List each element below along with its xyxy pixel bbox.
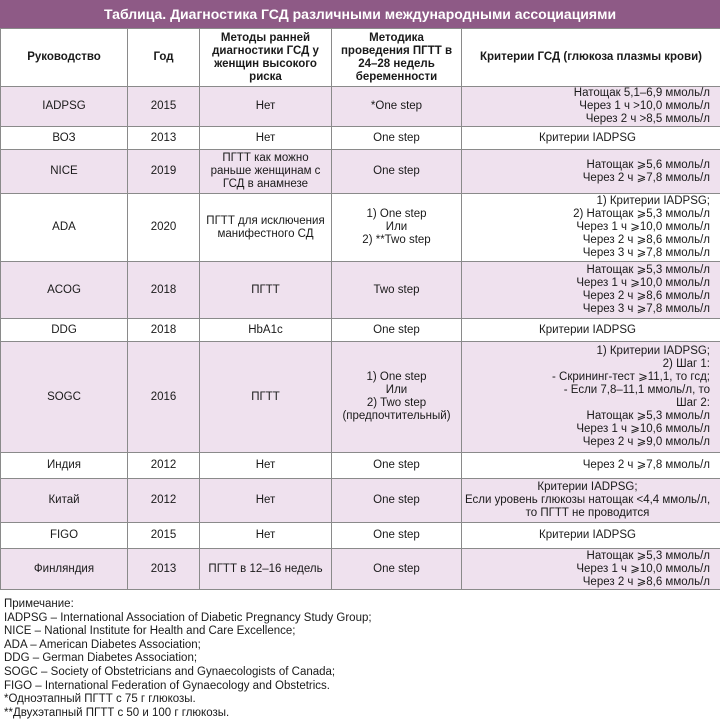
early-diagnostics-cell: ПГТТ для исключения манифестного СД (200, 194, 332, 262)
footnotes (4, 598, 716, 720)
ogtt-method-cell (332, 127, 462, 150)
ogtt-method-cell (332, 87, 462, 127)
year-cell: 2012 (128, 479, 200, 523)
header-row (1, 29, 720, 87)
table-row (1, 523, 720, 549)
year-cell: 2018 (128, 262, 200, 319)
guide-cell: NICE (1, 150, 128, 194)
table-row (1, 549, 720, 590)
ogtt-method-cell (332, 319, 462, 342)
guide-cell: Финляндия (1, 549, 128, 590)
table-row (1, 150, 720, 194)
table-row (1, 319, 720, 342)
method-line: 1) One step (366, 208, 427, 220)
early-diagnostics-cell: Нет (200, 479, 332, 523)
guide-cell: IADPSG (1, 87, 128, 127)
early-diagnostics-cell: Нет (200, 453, 332, 479)
year-cell: 2016 (128, 342, 200, 453)
guide-cell: ADA (1, 194, 128, 262)
criteria-cell (462, 127, 720, 150)
method-line: One step (373, 529, 420, 541)
criteria-line: Через 1 ч ⩾10,0 ммоль/л (576, 277, 710, 289)
footnote-line: FIGO – International Federation of Gynaecology and Obstetrics. (4, 679, 331, 692)
criteria-cell (462, 523, 720, 549)
ogtt-method-cell (332, 194, 462, 262)
gsd-diagnostics-table (0, 28, 720, 590)
early-diagnostics-cell: Нет (200, 127, 332, 150)
criteria-line: Если уровень глюкозы натощак <4,4 ммоль/л, (465, 494, 711, 506)
guide-cell: Индия (1, 453, 128, 479)
year-cell: 2020 (128, 194, 200, 262)
ogtt-method-cell (332, 342, 462, 453)
early-diagnostics-cell: Нет (200, 87, 332, 127)
criteria-line: Натощак 5,1–6,9 ммоль/л (573, 87, 710, 99)
guide-cell: ACOG (1, 262, 128, 319)
criteria-line: Через 1 ч ⩾10,6 ммоль/л (576, 423, 710, 435)
footnote-line: IADPSG – International Association of Diabetic Pregnancy Study Group; (4, 611, 372, 624)
method-line: One step (373, 494, 420, 506)
criteria-line: Через 2 ч ⩾8,6 ммоль/л (582, 575, 710, 588)
ogtt-method-cell (332, 523, 462, 549)
criteria-cell (462, 87, 720, 127)
method-line: Или (385, 384, 408, 396)
year-cell: 2015 (128, 523, 200, 549)
method-line: 2) Two step (366, 397, 427, 409)
criteria-line: то ПГТТ не проводится (525, 507, 650, 519)
criteria-line: Через 2 ч ⩾7,8 ммоль/л (582, 171, 710, 184)
early-diagnostics-cell: ПГТТ (200, 342, 332, 453)
footnote-line: ADA – American Diabetes Association; (4, 638, 201, 651)
guide-cell: FIGO (1, 523, 128, 549)
criteria-line: Натощак ⩾5,3 ммоль/л (586, 549, 710, 562)
criteria-line: 1) Критерии IADPSG; (596, 195, 710, 207)
early-diagnostics-cell: ПГТТ (200, 262, 332, 319)
criteria-line: Через 1 ч >10,0 ммоль/л (579, 100, 710, 112)
criteria-line: Через 3 ч ⩾7,8 ммоль/л (582, 247, 710, 259)
table-row (1, 194, 720, 262)
table-row (1, 453, 720, 479)
criteria-line: Шаг 2: (676, 397, 710, 409)
criteria-line: Натощак ⩾5,6 ммоль/л (586, 158, 710, 171)
criteria-line: Через 1 ч ⩾10,0 ммоль/л (576, 562, 710, 575)
ogtt-method-cell (332, 150, 462, 194)
ogtt-method-cell (332, 549, 462, 590)
criteria-line: Натощак ⩾5,3 ммоль/л (586, 264, 710, 276)
footnote-line: **Двухэтапный ПГТТ с 50 и 100 г глюкозы. (4, 706, 230, 719)
footnote-line: *Одноэтапный ПГТТ с 75 г глюкозы. (4, 693, 196, 706)
header-year: Год (128, 29, 200, 87)
criteria-cell (462, 319, 720, 342)
year-cell: 2019 (128, 150, 200, 194)
header-ogtt-method: Методика проведения ПГТТ в 24–28 недель беременности (332, 29, 462, 87)
criteria-line: Критерии IADPSG (539, 529, 636, 541)
guide-cell: SOGC (1, 342, 128, 453)
method-line: One step (373, 562, 420, 575)
footnote-line: DDG – German Diabetes Association; (4, 652, 198, 665)
guide-cell: Китай (1, 479, 128, 523)
criteria-line: Через 1 ч ⩾10,0 ммоль/л (576, 221, 710, 233)
table-row (1, 87, 720, 127)
criteria-line: - Скрининг-тест ⩾11,1, то гсд; (552, 371, 710, 383)
table-row (1, 262, 720, 319)
criteria-cell (462, 342, 720, 453)
criteria-line: Через 2 ч ⩾7,8 ммоль/л (582, 459, 710, 471)
criteria-cell (462, 194, 720, 262)
year-cell: 2012 (128, 453, 200, 479)
criteria-cell (462, 150, 720, 194)
method-line: *One step (370, 100, 423, 112)
criteria-cell (462, 479, 720, 523)
method-line: One step (373, 323, 420, 336)
method-line: One step (373, 459, 420, 471)
criteria-cell (462, 262, 720, 319)
footnote-line: Примечание: (4, 598, 74, 610)
criteria-cell (462, 549, 720, 590)
header-criteria: Критерии ГСД (глюкоза плазмы крови) (462, 29, 720, 87)
method-line: Two step (373, 283, 420, 296)
early-diagnostics-cell: ПГТТ как можно раньше женщинам с ГСД в анамнезе (200, 150, 332, 194)
early-diagnostics-cell: HbA1c (200, 319, 332, 342)
year-cell: 2015 (128, 87, 200, 127)
guide-cell: ВОЗ (1, 127, 128, 150)
method-line: One step (373, 131, 420, 144)
method-line: 2) **Two step (362, 234, 431, 246)
criteria-line: Через 2 ч ⩾9,0 ммоль/л (582, 436, 710, 448)
table-row (1, 479, 720, 523)
ogtt-method-cell (332, 453, 462, 479)
year-cell: 2013 (128, 549, 200, 590)
criteria-cell (462, 453, 720, 479)
method-line: 1) One step (366, 371, 427, 383)
criteria-line: Критерии IADPSG; (537, 481, 638, 493)
early-diagnostics-cell: ПГТТ в 12–16 недель (200, 549, 332, 590)
year-cell: 2013 (128, 127, 200, 150)
table-row (1, 127, 720, 150)
header-early-diagnostics: Методы ранней диагностики ГСД у женщин высокого риска (200, 29, 332, 87)
footnote-line: SOGC – Society of Obstetricians and Gynaecologists of Canada; (4, 665, 336, 678)
method-line: One step (373, 165, 420, 177)
criteria-line: 2) Шаг 1: (662, 358, 710, 370)
criteria-line: Через 3 ч ⩾7,8 ммоль/л (582, 303, 710, 315)
early-diagnostics-cell: Нет (200, 523, 332, 549)
criteria-line: Через 2 ч ⩾8,6 ммоль/л (582, 234, 710, 246)
criteria-line: - Если 7,8–11,1 ммоль/л, то (563, 384, 710, 396)
table-title: Таблица. Диагностика ГСД различными международными ассоциациями (0, 0, 720, 28)
year-cell: 2018 (128, 319, 200, 342)
table-row (1, 342, 720, 453)
criteria-line: Критерии IADPSG (539, 131, 636, 144)
ogtt-method-cell (332, 479, 462, 523)
header-guide: Руководство (1, 29, 128, 87)
guide-cell: DDG (1, 319, 128, 342)
criteria-line: Натощак ⩾5,3 ммоль/л (586, 410, 710, 422)
footnote-line: NICE – National Institute for Health and Care Excellence; (4, 625, 296, 638)
ogtt-method-cell (332, 262, 462, 319)
criteria-line: 2) Натощак ⩾5,3 ммоль/л (573, 208, 710, 220)
criteria-line: Через 2 ч >8,5 ммоль/л (585, 113, 710, 125)
criteria-line: Через 2 ч ⩾8,6 ммоль/л (582, 290, 710, 302)
table-body (1, 87, 720, 590)
method-line: Или (385, 221, 408, 233)
criteria-line: Критерии IADPSG (539, 323, 636, 336)
method-line: (предпочтительный) (342, 410, 451, 422)
criteria-line: 1) Критерии IADPSG; (596, 345, 710, 357)
